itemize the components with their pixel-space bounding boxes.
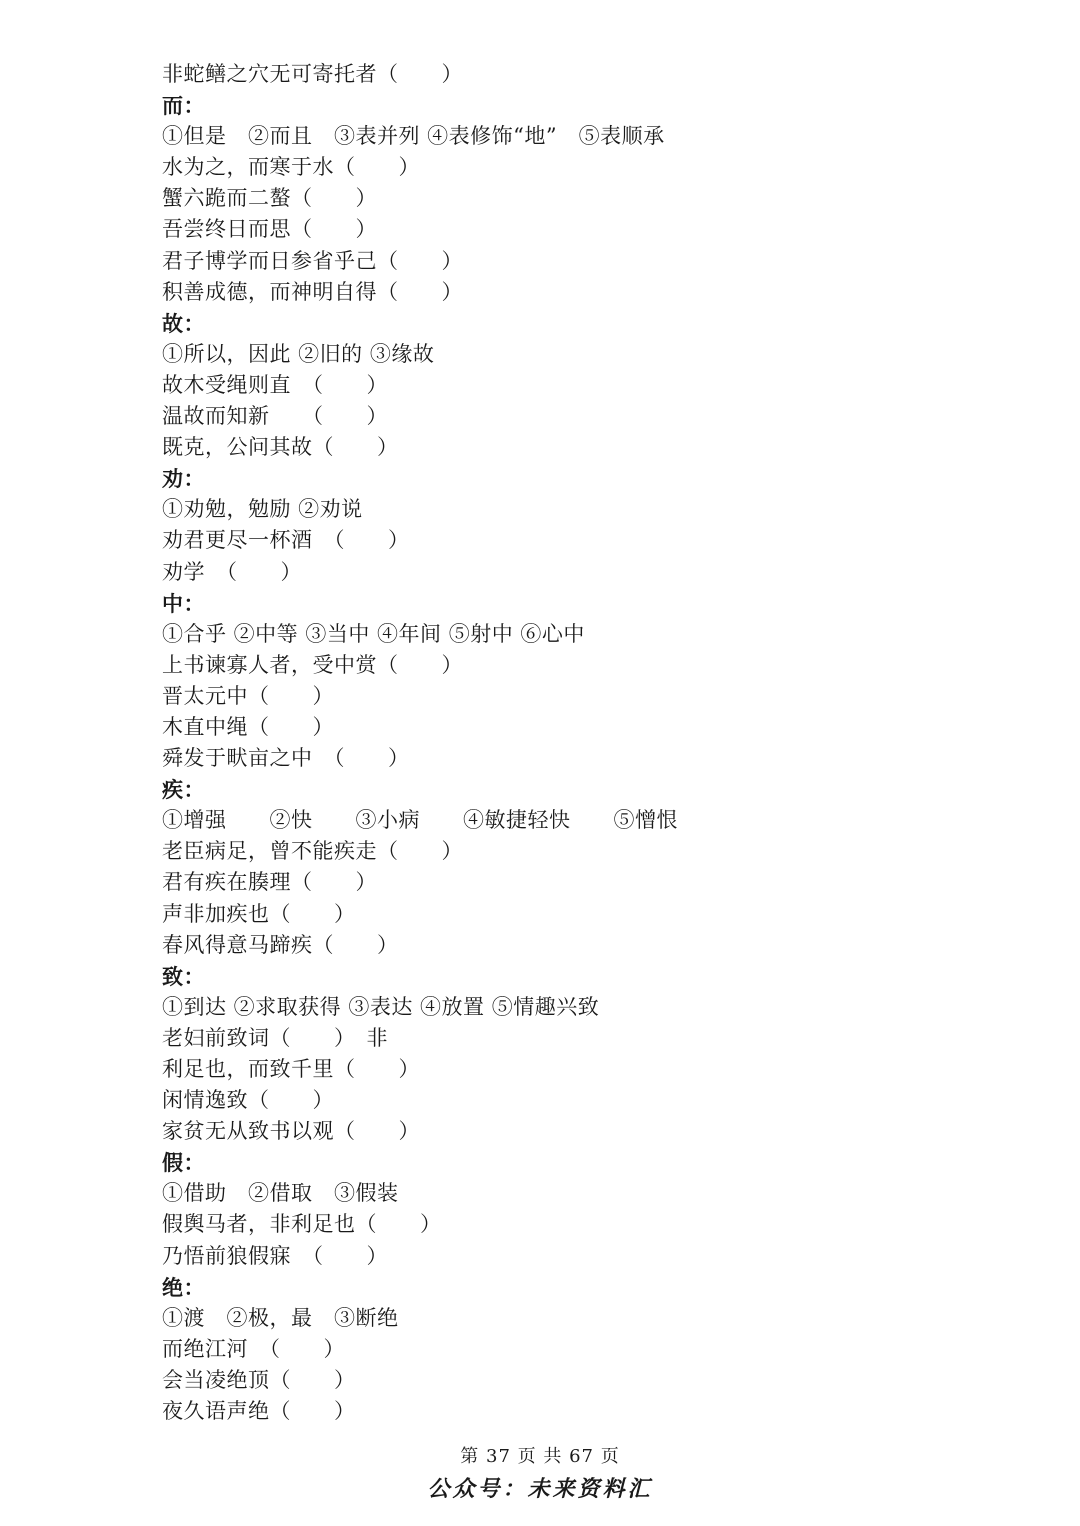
text-line: 君子博学而日参省乎己（ ）: [162, 248, 463, 273]
section-heading: 而：: [162, 93, 205, 119]
section-heading: 假：: [162, 1150, 205, 1176]
text-line: 家贫无从致书以观（ ）: [162, 1119, 420, 1144]
text-line: 温故而知新 （ ）: [162, 404, 388, 429]
text-line: 老妇前致词（ ） 非: [162, 1025, 388, 1050]
section-heading: 致：: [162, 963, 205, 989]
text-line: 声非加疾也（ ）: [162, 901, 356, 926]
text-line: 利足也，而致千里（ ）: [162, 1057, 420, 1081]
text-line: 蟹六跪而二螯（ ）: [162, 186, 377, 211]
text-line: 闲情逸致（ ）: [162, 1088, 334, 1113]
text-line: 假舆马者，非利足也（ ）: [162, 1212, 442, 1237]
text-line: 故木受绳则直 （ ）: [162, 372, 388, 397]
section-heading: 疾：: [162, 777, 205, 803]
text-line: ①增强 ②快 ③小病 ④敏捷轻快 ⑤憎恨: [162, 808, 678, 833]
page-number-footer: 第 37 页 共 67 页: [460, 1446, 620, 1467]
section-heading: 绝：: [162, 1274, 205, 1300]
section-heading: 中：: [162, 590, 205, 616]
text-line: 既克，公问其故（ ）: [162, 435, 399, 460]
text-line: 会当凌绝顶（ ）: [162, 1367, 356, 1392]
text-line: 吾尝终日而思（ ）: [162, 217, 377, 242]
section-heading: 故：: [162, 310, 205, 336]
text-line: 春风得意马蹄疾（ ）: [162, 932, 399, 957]
document-body: [162, 59, 1022, 1427]
text-line: 舜发于畎亩之中 （ ）: [162, 746, 410, 771]
text-line: 非蛇鳝之穴无可寄托者（ ）: [162, 62, 463, 86]
text-line: 水为之，而寒于水（ ）: [162, 155, 420, 180]
text-line: 劝君更尽一杯酒 （ ）: [162, 528, 410, 553]
text-line: 木直中绳（ ）: [162, 714, 334, 739]
text-line: 而绝江河 （ ）: [162, 1336, 345, 1361]
watermark-text: 公众号：未来资料汇: [427, 1477, 653, 1502]
text-line: 晋太元中（ ）: [162, 683, 334, 708]
text-line: ①到达 ②求取获得 ③表达 ④放置 ⑤情趣兴致: [162, 994, 600, 1019]
section-heading: 劝：: [162, 466, 205, 492]
text-line: ①渡 ②极，最 ③断绝: [162, 1305, 399, 1330]
text-line: 老臣病足，曾不能疾走（ ）: [162, 839, 463, 864]
text-line: ①但是 ②而且 ③表并列 ④表修饰“地” ⑤表顺承: [162, 124, 665, 149]
text-line: ①借助 ②借取 ③假装: [162, 1181, 399, 1206]
text-line: 君有疾在腠理（ ）: [162, 870, 377, 895]
text-line: 夜久语声绝（ ）: [162, 1399, 356, 1424]
text-line: 乃悟前狼假寐 （ ）: [162, 1243, 388, 1268]
text-line: ①合乎 ②中等 ③当中 ④年间 ⑤射中 ⑥心中: [162, 621, 585, 646]
text-line: 上书谏寡人者，受中赏（ ）: [162, 652, 463, 677]
text-line: ①所以，因此 ②旧的 ③缘故: [162, 341, 435, 366]
text-line: 劝学 （ ）: [162, 559, 302, 584]
text-line: ①劝勉，勉励 ②劝说: [162, 497, 363, 522]
text-line: 积善成德，而神明自得（ ）: [162, 279, 463, 304]
